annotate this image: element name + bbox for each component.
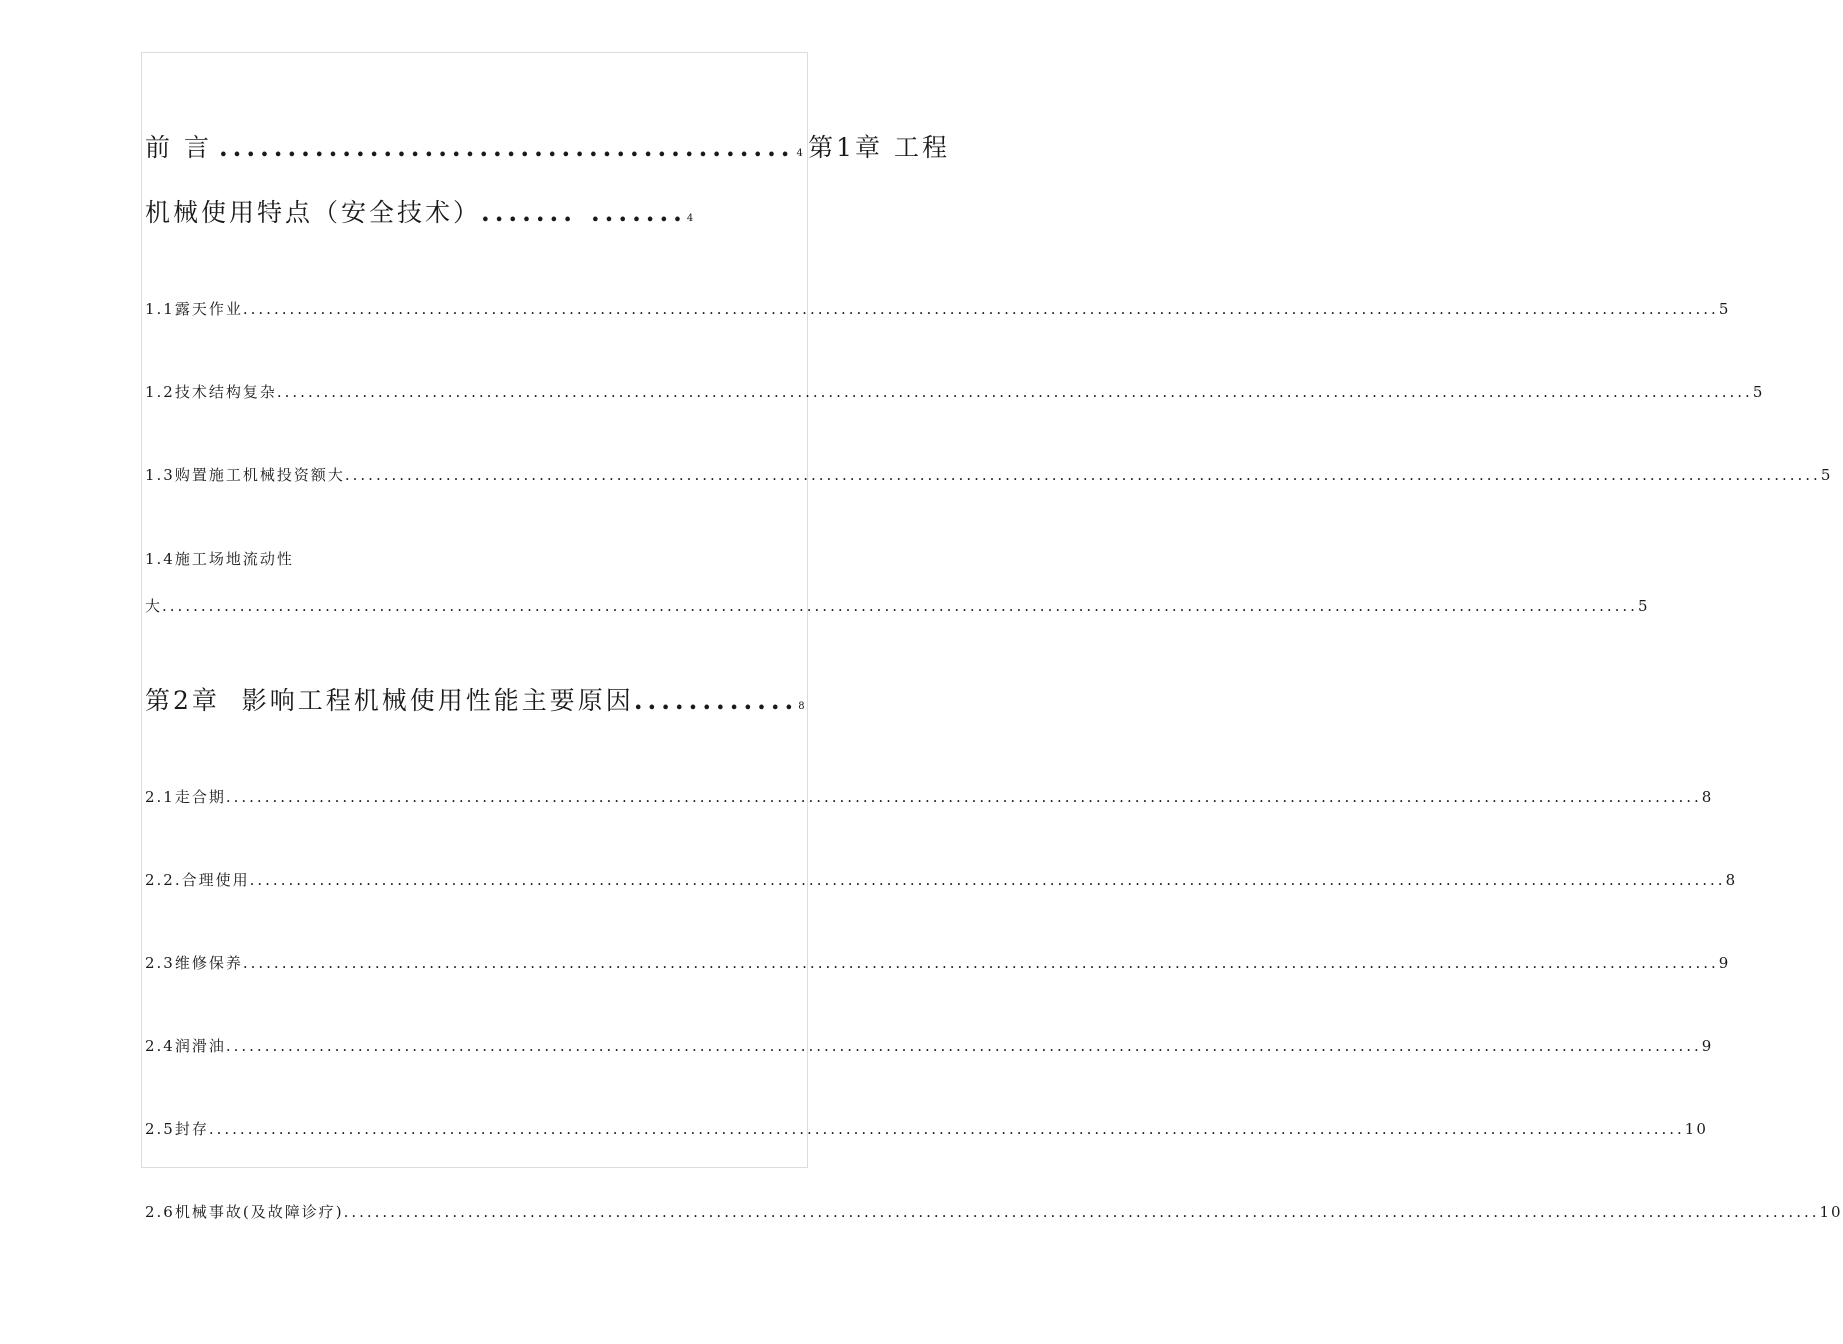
toc-section-1-1[interactable] — [145, 298, 1731, 319]
toc-s1-3-page: 5 — [1820, 466, 1833, 484]
toc-chapter-1[interactable] — [145, 193, 705, 229]
toc-section-2-5[interactable] — [145, 1118, 1708, 1139]
toc-preface[interactable] — [145, 128, 950, 164]
toc-s1-4-page: 5 — [1637, 597, 1650, 615]
toc-section-2-6[interactable] — [145, 1201, 1843, 1222]
toc-s2-3-title: 2.3维修保养 — [145, 954, 243, 972]
toc-section-2-3[interactable] — [145, 952, 1731, 973]
toc-s2-2-page: 8 — [1725, 871, 1738, 889]
toc-s2-5-title: 2.5封存 — [145, 1120, 209, 1138]
toc-leader-dots — [277, 383, 1753, 401]
toc-section-2-4[interactable] — [145, 1035, 1714, 1056]
toc-section-2-1[interactable] — [145, 786, 1714, 807]
toc-section-1-3[interactable] — [145, 464, 1833, 485]
toc-s1-1-title: 露天作业 — [174, 300, 243, 318]
toc-ch1-label: 机械使用特点（安全技术） — [145, 198, 482, 227]
toc-s2-6-title: 2.6机械事故(及故障诊疗) — [145, 1203, 344, 1221]
toc-leader-dots — [250, 871, 1726, 889]
toc-s1-4-title: 1.4施工场地流动性 — [145, 550, 294, 568]
toc-leader-dots — [226, 788, 1702, 806]
toc-section-2-2[interactable] — [145, 869, 1738, 890]
toc-s1-3-title: 购置施工机械投资额大 — [174, 466, 345, 484]
toc-s2-4-title: 2.4润滑油 — [145, 1037, 226, 1055]
toc-section-1-2[interactable] — [145, 381, 1765, 402]
toc-leader-dots — [243, 954, 1719, 972]
toc-s1-1-page: 5 — [1718, 300, 1731, 318]
toc-ch1-prefix: 第1章 工程 — [808, 133, 950, 162]
toc-s2-2-title: 2.2.合理使用 — [145, 871, 250, 889]
toc-ch2-page: 8 — [798, 701, 805, 712]
toc-s1-1-num: 1.1 — [145, 300, 175, 318]
toc-s1-2-title: 技术结构复杂 — [174, 383, 277, 401]
toc-s2-1-page: 8 — [1701, 788, 1714, 806]
toc-leader-dots — [243, 300, 1719, 318]
toc-leader-dots — [226, 1037, 1702, 1055]
toc-leader-dots — [209, 1120, 1685, 1138]
toc-leader-dots — [162, 597, 1638, 615]
toc-preface-dots: .......................................... — [218, 133, 795, 162]
toc-ch2-label: 第2章 影响工程机械使用性能主要原因 — [145, 686, 634, 715]
toc-s1-3-num: 1.3 — [145, 466, 175, 484]
toc-s2-6-page: 10 — [1819, 1203, 1843, 1221]
toc-preface-label: 前 言 — [145, 133, 212, 162]
toc-ch1-page: 4 — [686, 213, 694, 224]
toc-leader-dots — [344, 1203, 1820, 1221]
toc-ch2-dots: ............ — [633, 686, 799, 715]
toc-s1-2-page: 5 — [1752, 383, 1765, 401]
toc-ch1-dots-a: ....... — [481, 198, 577, 227]
toc-s2-5-page: 10 — [1684, 1120, 1708, 1138]
toc-preface-page: 4 — [796, 148, 803, 159]
toc-s1-2-num: 1.2 — [145, 383, 175, 401]
toc-chapter-2[interactable] — [145, 681, 805, 717]
toc-leader-dots — [345, 466, 1821, 484]
toc-section-1-4-line1[interactable] — [145, 548, 445, 569]
toc-s2-3-page: 9 — [1718, 954, 1731, 972]
toc-s1-4-title-cont: 大 — [145, 597, 163, 615]
toc-s2-1-title: 2.1走合期 — [145, 788, 226, 806]
toc-ch1-dots-b: ....... — [590, 198, 687, 227]
toc-section-1-4-line2[interactable] — [145, 595, 1650, 616]
toc-s2-4-page: 9 — [1701, 1037, 1714, 1055]
